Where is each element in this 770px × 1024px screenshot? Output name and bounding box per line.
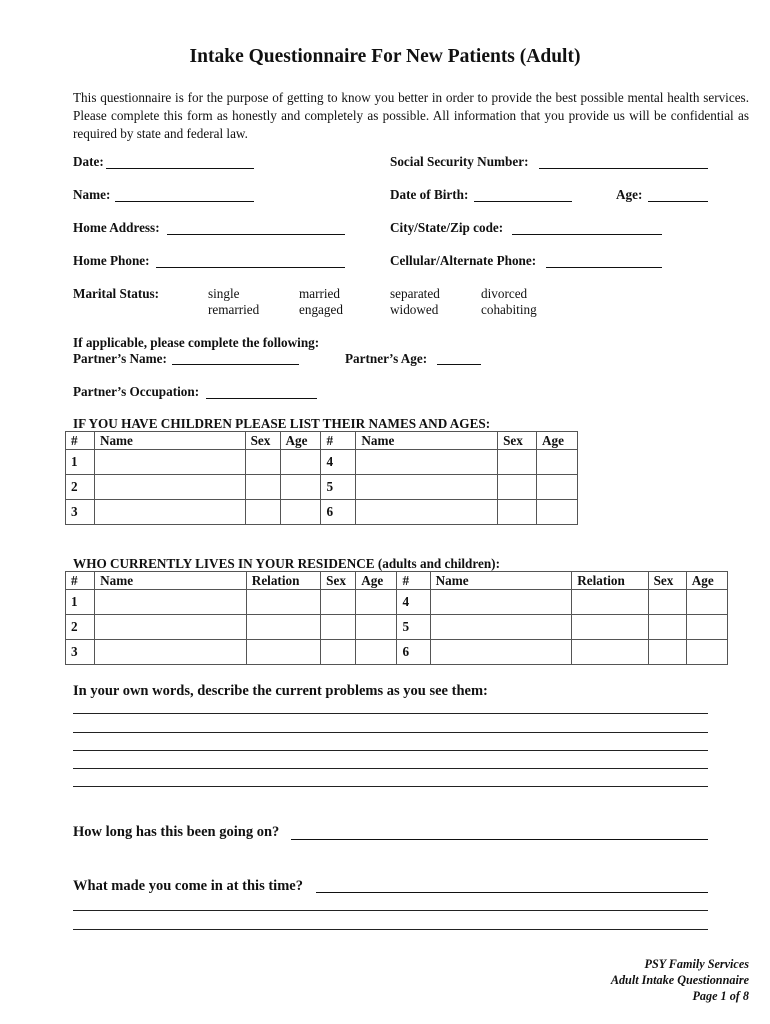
marital-status-label: Marital Status: — [73, 286, 160, 301]
why-now-answer-line[interactable] — [73, 910, 708, 911]
partner-name-field[interactable] — [172, 364, 299, 365]
cell-phone-field[interactable] — [546, 267, 662, 268]
footer-org: PSY Family Services — [644, 957, 749, 971]
residence-table — [65, 571, 728, 665]
resident-age-cell[interactable] — [356, 615, 397, 640]
problems-answer-line[interactable] — [73, 713, 708, 714]
child-sex-cell[interactable] — [245, 475, 280, 500]
col-number: # — [66, 432, 95, 450]
how-long-question: How long has this been going on? — [73, 824, 280, 840]
col-sex: Sex — [245, 432, 280, 450]
row-number: 6 — [321, 500, 356, 525]
resident-sex-cell[interactable] — [648, 590, 686, 615]
row-number: 6 — [397, 640, 430, 665]
row-number: 5 — [321, 475, 356, 500]
residence-table-header-row — [66, 572, 728, 590]
row-number: 1 — [66, 590, 95, 615]
col-sex: Sex — [648, 572, 686, 590]
col-number: # — [321, 432, 356, 450]
city-state-zip-label: City/State/Zip code: — [390, 220, 504, 235]
footer-doc-title: Adult Intake Questionnaire — [610, 973, 749, 987]
child-sex-cell[interactable] — [498, 450, 537, 475]
child-sex-cell[interactable] — [245, 450, 280, 475]
resident-name-cell[interactable] — [430, 640, 572, 665]
col-number: # — [66, 572, 95, 590]
resident-name-cell[interactable] — [95, 615, 247, 640]
partner-age-field[interactable] — [437, 364, 481, 365]
row-number: 4 — [321, 450, 356, 475]
resident-age-cell[interactable] — [356, 640, 397, 665]
child-age-cell[interactable] — [537, 475, 578, 500]
page-title: Intake Questionnaire For New Patients (Adult) — [189, 46, 581, 67]
city-state-zip-field[interactable] — [512, 234, 662, 235]
table-row — [66, 475, 578, 500]
resident-age-cell[interactable] — [686, 590, 727, 615]
col-age: Age — [537, 432, 578, 450]
name-label: Name: — [73, 187, 111, 202]
child-sex-cell[interactable] — [498, 475, 537, 500]
home-address-field[interactable] — [167, 234, 345, 235]
marital-option-married[interactable]: married — [299, 286, 341, 301]
footer-page-number: Page 1 of 8 — [692, 989, 749, 1003]
name-field[interactable] — [115, 201, 254, 202]
home-phone-field[interactable] — [156, 267, 345, 268]
child-age-cell[interactable] — [280, 500, 321, 525]
child-name-cell[interactable] — [94, 450, 245, 475]
table-row — [66, 590, 728, 615]
row-number: 2 — [66, 615, 95, 640]
col-name: Name — [94, 432, 245, 450]
col-sex: Sex — [498, 432, 537, 450]
child-age-cell[interactable] — [537, 500, 578, 525]
row-number: 2 — [66, 475, 95, 500]
marital-option-separated[interactable]: separated — [390, 286, 440, 301]
resident-sex-cell[interactable] — [648, 615, 686, 640]
resident-name-cell[interactable] — [430, 615, 572, 640]
children-table-heading: IF YOU HAVE CHILDREN PLEASE LIST THEIR NAMES AND AGES: — [73, 416, 491, 431]
child-sex-cell[interactable] — [498, 500, 537, 525]
col-relation: Relation — [246, 572, 320, 590]
table-row — [66, 640, 728, 665]
dob-label: Date of Birth: — [390, 187, 469, 202]
resident-age-cell[interactable] — [686, 615, 727, 640]
child-name-cell[interactable] — [356, 500, 498, 525]
partner-age-label: Partner’s Age: — [345, 351, 428, 366]
resident-sex-cell[interactable] — [648, 640, 686, 665]
resident-name-cell[interactable] — [430, 590, 572, 615]
row-number: 4 — [397, 590, 430, 615]
col-age: Age — [356, 572, 397, 590]
age-field[interactable] — [648, 201, 708, 202]
partner-occupation-field[interactable] — [206, 398, 317, 399]
residence-table-heading: WHO CURRENTLY LIVES IN YOUR RESIDENCE (adults and children): — [73, 556, 500, 571]
why-now-question: What made you come in at this time? — [73, 878, 303, 894]
resident-age-cell[interactable] — [686, 640, 727, 665]
date-label: Date: — [73, 154, 104, 169]
children-table — [65, 431, 578, 525]
resident-relation-cell[interactable] — [246, 615, 320, 640]
row-number: 1 — [66, 450, 95, 475]
child-age-cell[interactable] — [280, 450, 321, 475]
marital-option-divorced[interactable]: divorced — [481, 286, 528, 301]
resident-relation-cell[interactable] — [572, 590, 648, 615]
col-age: Age — [686, 572, 727, 590]
child-name-cell[interactable] — [94, 475, 245, 500]
col-sex: Sex — [321, 572, 356, 590]
partner-name-label: Partner’s Name: — [73, 351, 167, 366]
child-name-cell[interactable] — [356, 475, 498, 500]
resident-sex-cell[interactable] — [321, 640, 356, 665]
resident-relation-cell[interactable] — [246, 640, 320, 665]
why-now-answer-line[interactable] — [73, 929, 708, 930]
problems-answer-line[interactable] — [73, 750, 708, 751]
date-field[interactable] — [106, 168, 254, 169]
child-sex-cell[interactable] — [245, 500, 280, 525]
resident-age-cell[interactable] — [356, 590, 397, 615]
partner-intro: If applicable, please complete the following: — [73, 335, 320, 350]
problems-answer-line[interactable] — [73, 768, 708, 769]
row-number: 3 — [66, 640, 95, 665]
partner-occupation-label: Partner’s Occupation: — [73, 384, 200, 399]
row-number: 5 — [397, 615, 430, 640]
table-row — [66, 615, 728, 640]
marital-option-remarried[interactable]: remarried — [208, 302, 260, 317]
problems-answer-line[interactable] — [73, 732, 708, 733]
marital-option-engaged[interactable]: engaged — [299, 302, 343, 317]
problems-question: In your own words, describe the current problems as you see them: — [73, 683, 488, 699]
page-footer — [611, 956, 749, 1004]
child-age-cell[interactable] — [537, 450, 578, 475]
resident-relation-cell[interactable] — [572, 615, 648, 640]
resident-sex-cell[interactable] — [321, 590, 356, 615]
home-address-label: Home Address: — [73, 220, 160, 235]
col-age: Age — [280, 432, 321, 450]
home-phone-label: Home Phone: — [73, 253, 150, 268]
how-long-answer-line[interactable] — [291, 839, 708, 840]
resident-relation-cell[interactable] — [246, 590, 320, 615]
resident-name-cell[interactable] — [95, 590, 247, 615]
resident-name-cell[interactable] — [95, 640, 247, 665]
marital-option-single[interactable]: single — [208, 286, 240, 301]
child-name-cell[interactable] — [356, 450, 498, 475]
child-age-cell[interactable] — [280, 475, 321, 500]
resident-relation-cell[interactable] — [572, 640, 648, 665]
cell-phone-label: Cellular/Alternate Phone: — [390, 253, 537, 268]
children-table-header-row — [66, 432, 578, 450]
row-number: 3 — [66, 500, 95, 525]
ssn-label: Social Security Number: — [390, 154, 529, 169]
col-name: Name — [95, 572, 247, 590]
child-name-cell[interactable] — [94, 500, 245, 525]
table-row — [66, 450, 578, 475]
intro-paragraph: This questionnaire is for the purpose of getting to know you better in order to provide the best possible mental health services. Please complete this form as honestly and completely as possible. All information that you provide us will be confidential as required by state and federal law. — [73, 90, 749, 141]
col-name: Name — [430, 572, 572, 590]
marital-option-widowed[interactable]: widowed — [390, 302, 439, 317]
problems-answer-line[interactable] — [73, 786, 708, 787]
dob-field[interactable] — [474, 201, 572, 202]
age-label: Age: — [616, 187, 643, 202]
table-row — [66, 500, 578, 525]
marital-option-cohabiting[interactable]: cohabiting — [481, 302, 537, 317]
ssn-field[interactable] — [539, 168, 708, 169]
why-now-answer-line[interactable] — [316, 892, 708, 893]
col-name: Name — [356, 432, 498, 450]
col-number: # — [397, 572, 430, 590]
resident-sex-cell[interactable] — [321, 615, 356, 640]
col-relation: Relation — [572, 572, 648, 590]
